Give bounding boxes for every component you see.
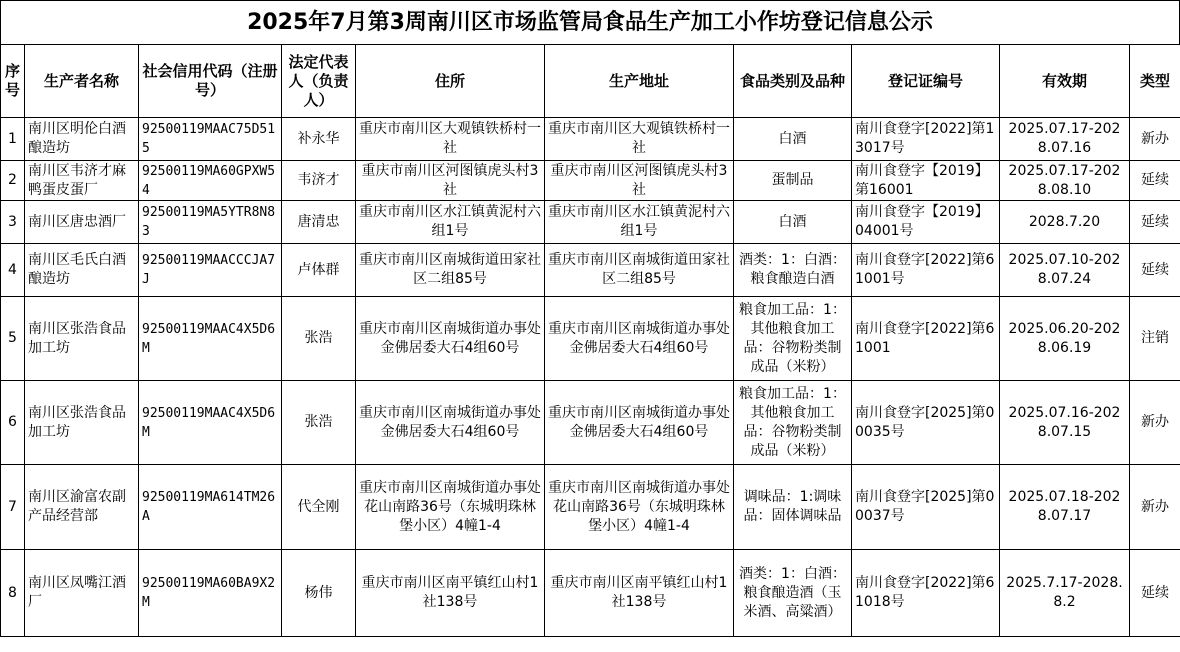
cell-validity[interactable]: 2025.07.10-2028.07.24 bbox=[1000, 244, 1130, 297]
header-no[interactable]: 序号 bbox=[1, 45, 25, 118]
cell-representative[interactable]: 补永华 bbox=[282, 118, 356, 161]
cell-validity[interactable]: 2028.7.20 bbox=[1000, 201, 1130, 244]
cell-address[interactable]: 重庆市南川区河图镇虎头村3社 bbox=[356, 161, 545, 201]
cell-category[interactable]: 粮食加工品：1：其他粮食加工品：谷物粉类制成品（米粉） bbox=[734, 381, 852, 465]
cell-address[interactable]: 重庆市南川区南城街道办事处花山南路36号（东城明珠林堡小区）4幢1-4 bbox=[356, 465, 545, 550]
cell-representative[interactable]: 唐清忠 bbox=[282, 201, 356, 244]
cell-no[interactable]: 7 bbox=[1, 465, 25, 550]
cell-representative[interactable]: 张浩 bbox=[282, 381, 356, 465]
cell-cert-number[interactable]: 南川食登字[2025]第00035号 bbox=[852, 381, 1000, 465]
cell-validity[interactable]: 2025.7.17-2028.8.2 bbox=[1000, 550, 1130, 637]
cell-category[interactable]: 调味品：1:调味品：固体调味品 bbox=[734, 465, 852, 550]
cell-category[interactable]: 酒类：1：白酒：粮食酿造酒（玉米酒、高粱酒） bbox=[734, 550, 852, 637]
cell-production-address[interactable]: 重庆市南川区大观镇铁桥村一社 bbox=[545, 118, 734, 161]
cell-cert-number[interactable]: 南川食登字[2022]第13017号 bbox=[852, 118, 1000, 161]
header-address[interactable]: 住所 bbox=[356, 45, 545, 118]
cell-name[interactable]: 南川区韦济才麻鸭蛋皮蛋厂 bbox=[25, 161, 139, 201]
cell-production-address[interactable]: 重庆市南川区南城街道办事处花山南路36号（东城明珠林堡小区）4幢1-4 bbox=[545, 465, 734, 550]
table-row bbox=[1, 550, 1180, 637]
cell-no[interactable]: 1 bbox=[1, 118, 25, 161]
cell-credit-code[interactable]: 92500119MA614TM26A bbox=[139, 465, 282, 550]
cell-cert-number[interactable]: 南川食登字[2025]第00037号 bbox=[852, 465, 1000, 550]
table-row bbox=[1, 244, 1180, 297]
cell-representative[interactable]: 杨伟 bbox=[282, 550, 356, 637]
cell-type[interactable]: 延续 bbox=[1130, 244, 1180, 297]
page-title: 2025年7月第3周南川区市场监管局食品生产加工小作坊登记信息公示 bbox=[0, 0, 1180, 44]
cell-representative[interactable]: 卢体群 bbox=[282, 244, 356, 297]
cell-credit-code[interactable]: 92500119MAAC4X5D6M bbox=[139, 297, 282, 381]
cell-type[interactable]: 延续 bbox=[1130, 161, 1180, 201]
header-validity[interactable]: 有效期 bbox=[1000, 45, 1130, 118]
cell-validity[interactable]: 2025.07.16-2028.07.15 bbox=[1000, 381, 1130, 465]
header-type[interactable]: 类型 bbox=[1130, 45, 1180, 118]
cell-address[interactable]: 重庆市南川区大观镇铁桥村一社 bbox=[356, 118, 545, 161]
cell-credit-code[interactable]: 92500119MAACCCJA7J bbox=[139, 244, 282, 297]
cell-category[interactable]: 白酒 bbox=[734, 118, 852, 161]
cell-address[interactable]: 重庆市南川区南城街道办事处金佛居委大石4组60号 bbox=[356, 297, 545, 381]
cell-no[interactable]: 2 bbox=[1, 161, 25, 201]
cell-address[interactable]: 重庆市南川区南城街道办事处金佛居委大石4组60号 bbox=[356, 381, 545, 465]
cell-name[interactable]: 南川区渝富农副产品经营部 bbox=[25, 465, 139, 550]
cell-category[interactable]: 粮食加工品：1：其他粮食加工品：谷物粉类制成品（米粉） bbox=[734, 297, 852, 381]
cell-type[interactable]: 新办 bbox=[1130, 465, 1180, 550]
cell-production-address[interactable]: 重庆市南川区水江镇黄泥村六组1号 bbox=[545, 201, 734, 244]
header-row bbox=[1, 45, 1180, 118]
cell-category[interactable]: 酒类：1：白酒：粮食酿造白酒 bbox=[734, 244, 852, 297]
cell-category[interactable]: 白酒 bbox=[734, 201, 852, 244]
cell-credit-code[interactable]: 92500119MA60BA9X2M bbox=[139, 550, 282, 637]
cell-name[interactable]: 南川区明伦白酒酿造坊 bbox=[25, 118, 139, 161]
cell-no[interactable]: 5 bbox=[1, 297, 25, 381]
cell-address[interactable]: 重庆市南川区水江镇黄泥村六组1号 bbox=[356, 201, 545, 244]
table-row bbox=[1, 201, 1180, 244]
cell-validity[interactable]: 2025.07.17-2028.07.16 bbox=[1000, 118, 1130, 161]
cell-validity[interactable]: 2025.06.20-2028.06.19 bbox=[1000, 297, 1130, 381]
cell-cert-number[interactable]: 南川食登字【2019】第16001 bbox=[852, 161, 1000, 201]
cell-production-address[interactable]: 重庆市南川区南城街道办事处金佛居委大石4组60号 bbox=[545, 381, 734, 465]
cell-cert-number[interactable]: 南川食登字[2022]第61001号 bbox=[852, 244, 1000, 297]
cell-cert-number[interactable]: 南川食登字[2022]第61018号 bbox=[852, 550, 1000, 637]
cell-type[interactable]: 延续 bbox=[1130, 550, 1180, 637]
cell-credit-code[interactable]: 92500119MAAC4X5D6M bbox=[139, 381, 282, 465]
table-row bbox=[1, 381, 1180, 465]
cell-category[interactable]: 蛋制品 bbox=[734, 161, 852, 201]
cell-representative[interactable]: 代全刚 bbox=[282, 465, 356, 550]
cell-name[interactable]: 南川区张浩食品加工坊 bbox=[25, 297, 139, 381]
cell-type[interactable]: 注销 bbox=[1130, 297, 1180, 381]
cell-name[interactable]: 南川区张浩食品加工坊 bbox=[25, 381, 139, 465]
cell-credit-code[interactable]: 92500119MA60GPXW54 bbox=[139, 161, 282, 201]
cell-production-address[interactable]: 重庆市南川区河图镇虎头村3社 bbox=[545, 161, 734, 201]
header-rep[interactable]: 法定代表人（负责人） bbox=[282, 45, 356, 118]
header-name[interactable]: 生产者名称 bbox=[25, 45, 139, 118]
cell-no[interactable]: 6 bbox=[1, 381, 25, 465]
cell-no[interactable]: 4 bbox=[1, 244, 25, 297]
cell-no[interactable]: 8 bbox=[1, 550, 25, 637]
cell-no[interactable]: 3 bbox=[1, 201, 25, 244]
table-row bbox=[1, 297, 1180, 381]
header-category[interactable]: 食品类别及品种 bbox=[734, 45, 852, 118]
table-row bbox=[1, 161, 1180, 201]
header-cert[interactable]: 登记证编号 bbox=[852, 45, 1000, 118]
cell-production-address[interactable]: 重庆市南川区南城街道田家社区二组85号 bbox=[545, 244, 734, 297]
cell-name[interactable]: 南川区凤嘴江酒厂 bbox=[25, 550, 139, 637]
cell-cert-number[interactable]: 南川食登字[2022]第61001 bbox=[852, 297, 1000, 381]
cell-credit-code[interactable]: 92500119MAAC75D515 bbox=[139, 118, 282, 161]
cell-production-address[interactable]: 重庆市南川区南平镇红山村1社138号 bbox=[545, 550, 734, 637]
table-row bbox=[1, 465, 1180, 550]
cell-type[interactable]: 延续 bbox=[1130, 201, 1180, 244]
cell-cert-number[interactable]: 南川食登字【2019】04001号 bbox=[852, 201, 1000, 244]
cell-representative[interactable]: 张浩 bbox=[282, 297, 356, 381]
header-code[interactable]: 社会信用代码（注册号） bbox=[139, 45, 282, 118]
cell-credit-code[interactable]: 92500119MA5YTR8N83 bbox=[139, 201, 282, 244]
table-row bbox=[1, 118, 1180, 161]
cell-validity[interactable]: 2025.07.17-2028.08.10 bbox=[1000, 161, 1130, 201]
cell-type[interactable]: 新办 bbox=[1130, 118, 1180, 161]
registration-table bbox=[0, 44, 1180, 637]
cell-validity[interactable]: 2025.07.18-2028.07.17 bbox=[1000, 465, 1130, 550]
cell-production-address[interactable]: 重庆市南川区南城街道办事处金佛居委大石4组60号 bbox=[545, 297, 734, 381]
cell-name[interactable]: 南川区唐忠酒厂 bbox=[25, 201, 139, 244]
cell-representative[interactable]: 韦济才 bbox=[282, 161, 356, 201]
cell-name[interactable]: 南川区毛氏白酒酿造坊 bbox=[25, 244, 139, 297]
cell-type[interactable]: 新办 bbox=[1130, 381, 1180, 465]
cell-address[interactable]: 重庆市南川区南城街道田家社区二组85号 bbox=[356, 244, 545, 297]
cell-address[interactable]: 重庆市南川区南平镇红山村1社138号 bbox=[356, 550, 545, 637]
header-production-address[interactable]: 生产地址 bbox=[545, 45, 734, 118]
